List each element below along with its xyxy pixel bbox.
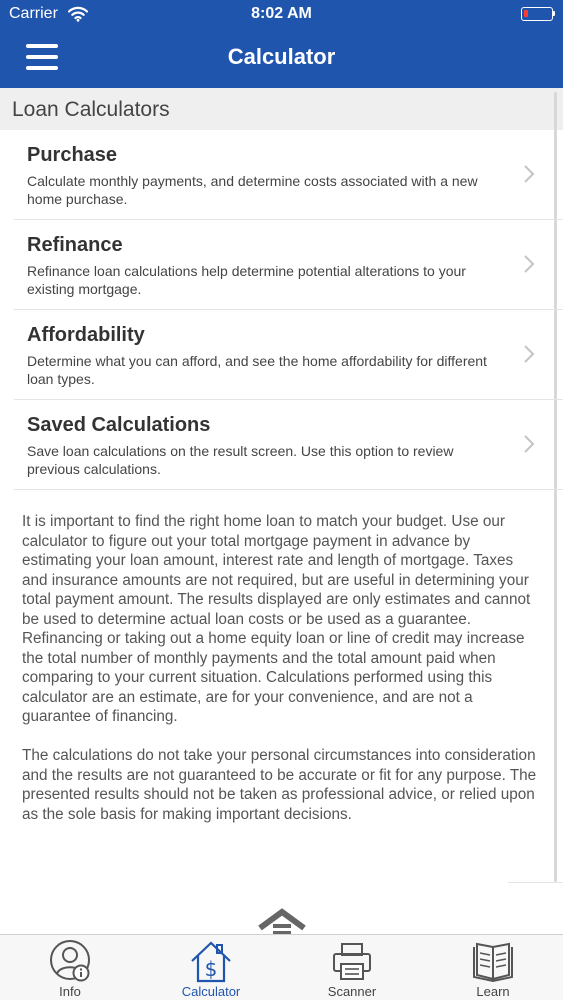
tab-learn[interactable] (423, 935, 563, 1000)
calculator-list (0, 130, 563, 490)
disclaimer-text (22, 512, 542, 844)
status-bar (0, 0, 563, 30)
item-description: Refinance loan calculations help determine potential alterations to your existing mortgage. (27, 263, 466, 297)
clock: 8:02 AM (251, 5, 312, 22)
chevron-right-icon (522, 254, 536, 274)
equal-housing-logo-icon (256, 906, 308, 934)
disclaimer-paragraph: It is important to find the right home loan to match your budget. Use our calculator to figure out your total mortgage payment in advance by estimating your loan amount, interest rate and length of mortgage. Taxes and insurance amounts are not required, but are useful in determining your total payment amount. The results displayed are only estimates and cannot be used to determine actual loan costs or be used as a guarantee. Refinancing or taking out a home equity loan or line of credit may increase the total number of monthly payments and the total amount paid when comparing to your current situation. Calculations performed using this calculator are an estimate, are for your convenience, and are not a guarantee of financing. (22, 513, 531, 725)
tab-info[interactable] (0, 935, 140, 1000)
section-header (0, 88, 563, 130)
item-title: Affordability (27, 324, 145, 346)
tab-label: Learn (476, 984, 510, 999)
battery-icon (521, 7, 553, 21)
item-title: Refinance (27, 234, 123, 256)
battery-level (524, 10, 528, 17)
tab-scanner[interactable] (282, 935, 422, 1000)
item-description: Save loan calculations on the result screen. Use this option to review previous calculations. (27, 443, 454, 477)
item-description: Determine what you can afford, and see the home affordability for different loan types. (27, 353, 487, 387)
item-description: Calculate monthly payments, and determine costs associated with a new home purchase. (27, 173, 478, 207)
battery-tip (553, 11, 555, 16)
book-icon (471, 939, 515, 983)
refinance-calculator-item[interactable] (14, 220, 563, 310)
house-dollar-icon (189, 939, 233, 983)
tab-calculator[interactable] (141, 935, 281, 1000)
affordability-calculator-item[interactable] (14, 310, 563, 400)
svg-text:$: $ (204, 957, 218, 981)
chevron-right-icon (522, 344, 536, 364)
disclaimer-paragraph: The calculations do not take your personal circumstances into consideration and the results are not guaranteed to be accurate or fit for any purpose. The presented results should not be taken as professional advice, or relied upon as the sole basis for making important decisions. (22, 747, 537, 823)
chevron-right-icon (522, 164, 536, 184)
info-person-icon (48, 939, 92, 983)
section-title: Loan Calculators (12, 98, 170, 121)
saved-calculations-item[interactable] (14, 400, 563, 490)
printer-icon (330, 939, 374, 983)
page-title: Calculator (227, 44, 336, 69)
purchase-calculator-item[interactable] (14, 130, 563, 220)
tab-label: Calculator (181, 984, 241, 999)
tab-label: Scanner (327, 984, 377, 999)
chevron-right-icon (522, 434, 536, 454)
item-title: Saved Calculations (27, 414, 211, 436)
item-title: Purchase (27, 144, 118, 166)
tab-label: Info (59, 984, 81, 999)
navigation-bar (0, 0, 563, 88)
divider (508, 882, 563, 883)
tab-bar (0, 934, 563, 1000)
carrier-label: Carrier (9, 5, 58, 22)
